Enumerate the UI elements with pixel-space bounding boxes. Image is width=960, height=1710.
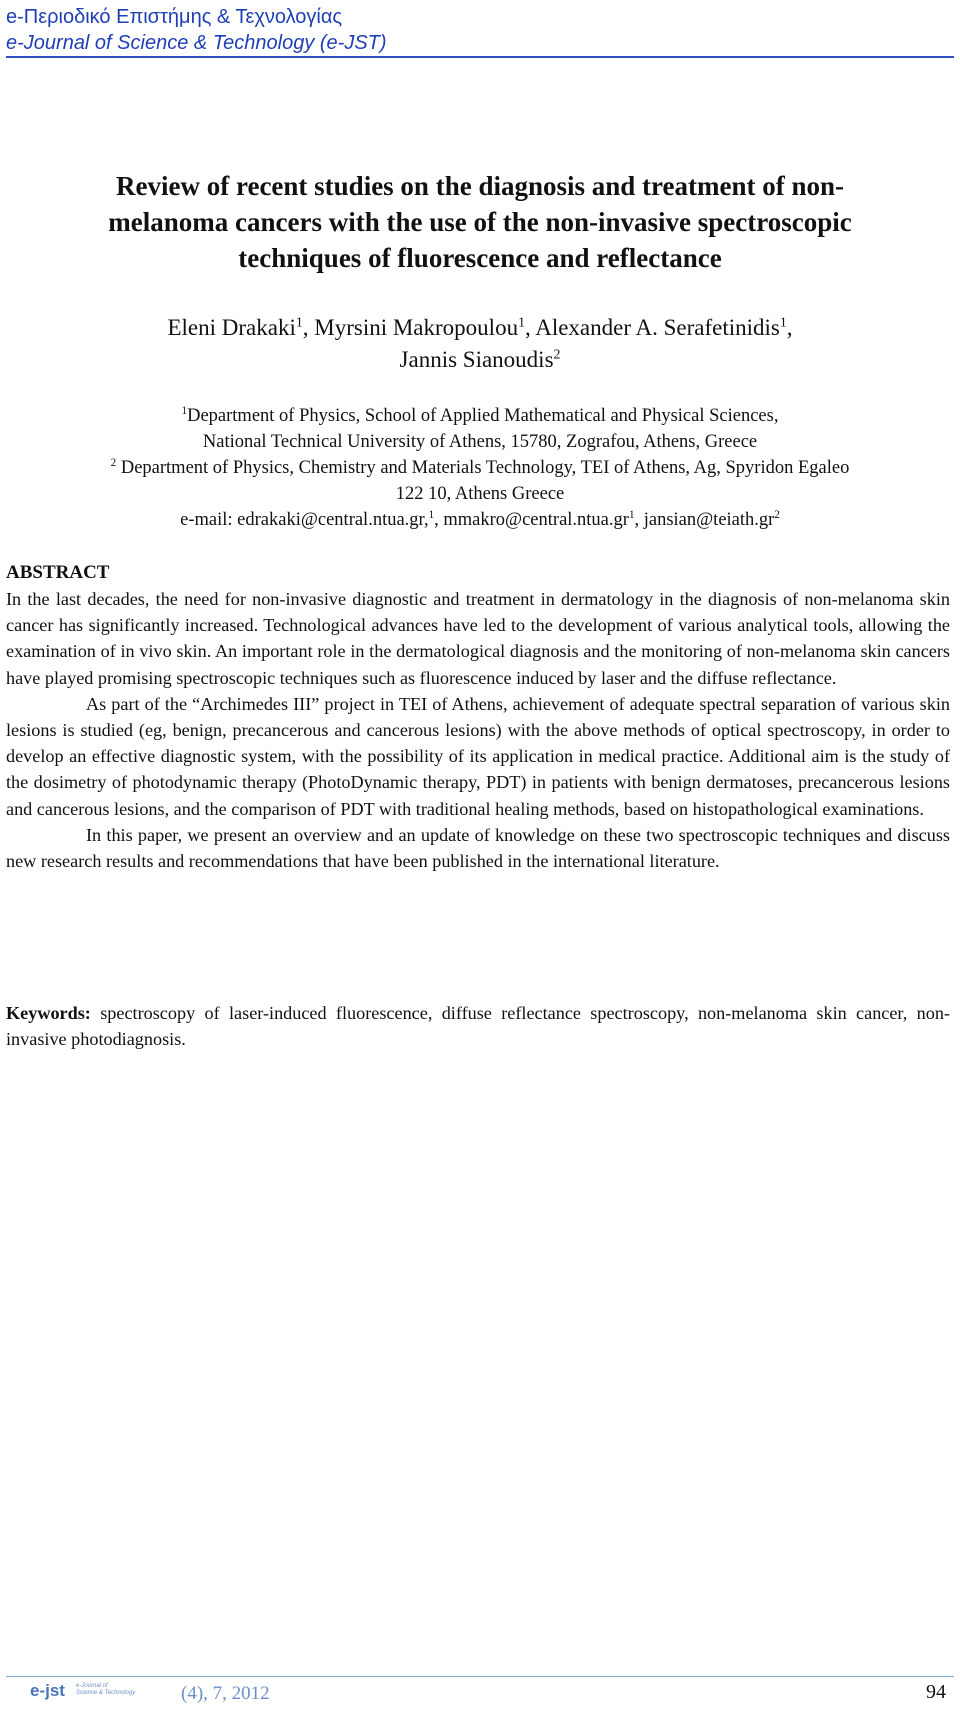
author-line — [30, 344, 930, 376]
logo-subtitle-line: Science & Technology — [76, 1690, 136, 1696]
journal-logo — [30, 1681, 170, 1703]
abstract-body — [6, 586, 950, 874]
affiliation-line — [6, 403, 954, 429]
abstract-heading: ABSTRACT — [6, 562, 110, 583]
author-name: Jannis Sianoudis — [399, 347, 554, 372]
affiliations — [6, 403, 954, 533]
author-affiliation-mark: 1 — [779, 314, 787, 330]
affiliation-line: National Technical University of Athens, 15780, Zografou, Athens, Greece — [202, 432, 758, 452]
affiliation-text: Department of Physics, School of Applied Mathematical and Physical Sciences, — [187, 406, 779, 426]
email-line — [6, 507, 954, 533]
author-name: Myrsini Makropoulou — [314, 315, 519, 340]
abstract-paragraph: In the last decades, the need for non-invasive diagnostic and treatment in dermatology in the diagnosis of non-melanoma skin cancer has significantly increased. Technological advances have led to the development of various analytical tools, allowing the examination of in vivo skin. An important role in the dermatological diagnosis and the monitoring of non-melanoma skin cancers have played promising spectroscopic techniques such as fluorescence induced by laser and the diffuse reflectance. — [6, 589, 950, 688]
logo-subtitle — [76, 1683, 135, 1697]
email-mark: 1 — [428, 508, 435, 521]
email-label: e-mail: — [180, 510, 238, 530]
email-mark: 2 — [774, 508, 780, 521]
author-list — [30, 312, 930, 376]
logo-subtitle-line: e-Journal of — [76, 1683, 108, 1689]
journal-name-english: e-Journal of Science & Technology (e-JST) — [6, 32, 387, 54]
affiliation-line: 122 10, Athens Greece — [395, 484, 565, 504]
header-divider — [6, 56, 954, 58]
paper-title — [30, 168, 930, 276]
issue-info: (4), 7, 2012 — [181, 1683, 270, 1704]
author-name: Eleni Drakaki — [167, 315, 296, 340]
title-line: Review of recent studies on the diagnosis and treatment of non- — [116, 171, 844, 201]
title-line: melanoma cancers with the use of the non-invasive spectroscopic — [108, 207, 852, 237]
journal-name-greek: e-Περιοδικό Επιστήμης & Τεχνολογίας — [6, 6, 343, 28]
affiliation-mark: 2 — [110, 456, 117, 469]
keywords — [6, 1000, 950, 1052]
abstract-paragraph: In this paper, we present an overview and an update of knowledge on these two spectroscopic techniques and discuss new research results and recommendations that have been published in the international literature. — [6, 824, 950, 872]
author-affiliation-mark: 1 — [518, 314, 525, 330]
author-affiliation-mark: 2 — [553, 346, 561, 362]
email-address: edrakaki@central.ntua.gr, — [237, 510, 429, 530]
abstract-paragraph: As part of the “Archimedes III” project in TEI of Athens, achievement of adequate spectral separation of various skin lesions is studied (eg, benign, precancerous and cancerous lesions) with the above methods of optical spectroscopy, in order to develop an effective diagnostic system, with the possibility of its application in medical practice. Additional aim is the study of the dosimetry of photodynamic therapy (PhotoDynamic therapy, PDT) in patients with benign dermatoses, precancerous lesions and cancerous lesions, and the comparison of PDT with traditional healing methods, based on histopathological examinations. — [6, 693, 950, 819]
keywords-text: spectroscopy of laser-induced fluorescence, diffuse reflectance spectroscopy, non-melanoma skin cancer, non-invasive photodiagnosis. — [6, 1003, 950, 1050]
running-header — [6, 4, 954, 56]
email-address: , jansian@teiath.gr — [634, 510, 775, 530]
footer-divider — [6, 1676, 954, 1677]
email-address: , mmakro@central.ntua.gr — [434, 510, 629, 530]
author-name: Alexander A. Serafetinidis — [535, 315, 780, 340]
affiliation-line — [6, 455, 954, 481]
page-number: 94 — [926, 1681, 946, 1703]
logo-text: e-jst — [30, 1681, 65, 1700]
author-affiliation-mark: 1 — [295, 314, 303, 330]
author-line: Eleni Drakaki$^1$, Myrsini Makropoulou$^1$, Alexander A. Serafetinidis$^1$, — [167, 314, 793, 340]
affiliation-text: Department of Physics, Chemistry and Materials Technology, TEI of Athens, Ag, Spyridon Egaleo — [116, 458, 850, 478]
email-mark: 1 — [628, 508, 635, 521]
keywords-label: Keywords: — [6, 1003, 91, 1023]
title-line: techniques of fluorescence and reflectance — [238, 243, 722, 273]
affiliation-mark: 1 — [181, 404, 188, 417]
